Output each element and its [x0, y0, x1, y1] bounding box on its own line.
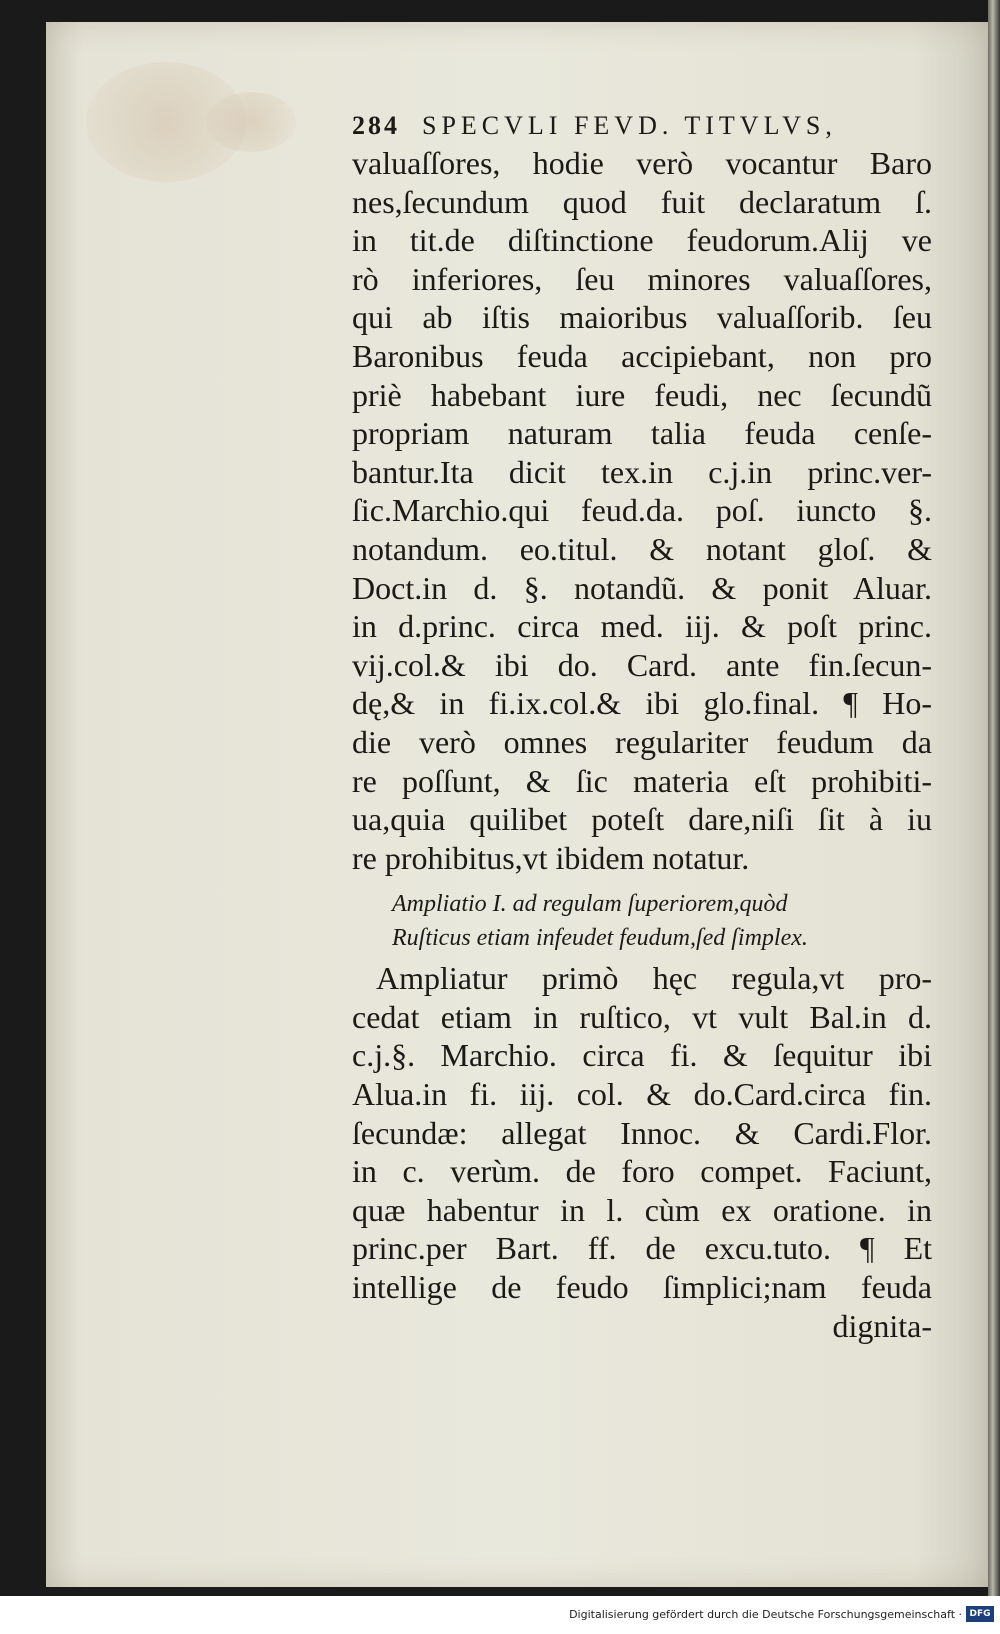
text-line: Alua.in fi. iij. col. & do.Card.circa fin. [352, 1076, 932, 1113]
paragraph-1 [352, 144, 932, 877]
text-line: in c. verùm. de foro compet. Faciunt, [352, 1153, 932, 1190]
text-line: die verò omnes regulariter feudum da [352, 723, 932, 760]
paper-stain [206, 92, 296, 152]
text-line: vij.col.& ibi do. Card. ante fin.ſecun- [352, 646, 932, 683]
text-line: priè habebant iure feudi, nec ſecundũ [352, 376, 932, 413]
text-line: ſecundæ: allegat Innoc. & Cardi.Flor. [352, 1114, 932, 1151]
footer-bar [0, 1596, 1000, 1634]
paragraph-2 [352, 959, 932, 1345]
text-line: re poſſunt, & ſic materia eſt prohibiti- [352, 762, 932, 799]
page-text [352, 108, 932, 1345]
text-line: nes,ſecundum quod fuit declaratum ſ. [352, 183, 932, 220]
text-line: re prohibitus,vt ibidem notatur. [352, 839, 750, 876]
text-line: ſic.Marchio.qui feud.da. poſ. iuncto §. [352, 492, 932, 529]
text-line: Ampliatur primò hęc regula,vt pro- [376, 960, 932, 997]
funding-credit: Digitalisierung gefördert durch die Deutsche Forschungsgemeinschaft · [569, 1608, 962, 1621]
running-header [352, 108, 932, 144]
text-line: quæ habentur in l. cùm ex oratione. in [352, 1191, 932, 1228]
text-line: ua,quia quilibet poteſt dare,niſi ſit à iu [352, 801, 932, 838]
text-line: cedat etiam in ruſtico, vt vult Bal.in d. [352, 998, 932, 1035]
text-line: rò inferiores, ſeu minores valuaſſores, [352, 260, 932, 297]
rubric-line: Ruſticus etiam infeudet feudum,ſed ſimplex. [392, 925, 808, 952]
book-edge [988, 0, 1000, 1596]
catchword: dignita- [832, 1307, 932, 1344]
text-line: valuaſſores, hodie verò vocantur Baro [352, 145, 932, 181]
text-line: Baronibus feuda accipiebant, non pro [352, 337, 932, 374]
text-line: c.j.§. Marchio. circa fi. & ſequitur ibi [352, 1037, 932, 1074]
text-line: dę,& in fi.ix.col.& ibi glo.final. ¶ Ho- [352, 685, 932, 722]
text-line: Doct.in d. §. notandũ. & ponit Aluar. [352, 569, 932, 606]
text-line: qui ab iſtis maioribus valuaſſorib. ſeu [352, 299, 932, 336]
text-line: notandum. eo.titul. & notant gloſ. & [352, 530, 932, 567]
dfg-logo: DFG [966, 1606, 994, 1622]
page-number: 284 [352, 111, 400, 140]
text-line: in tit.de diſtinctione feudorum.Alij ve [352, 222, 932, 259]
text-line: propriam naturam talia feuda cenſe- [352, 415, 932, 452]
running-title: SPECVLI FEVD. TITVLVS, [422, 111, 837, 140]
rubric-line: Ampliatio I. ad regulam ſuperiorem,quòd [392, 891, 788, 918]
text-line: intellige de feudo ſimplici;nam feuda [352, 1269, 932, 1306]
text-line: bantur.Ita dicit tex.in c.j.in princ.ver- [352, 453, 932, 490]
text-line: princ.per Bart. ff. de excu.tuto. ¶ Et [352, 1230, 932, 1267]
text-line: in d.princ. circa med. iij. & poſt princ. [352, 608, 932, 645]
section-rubric [352, 887, 932, 955]
